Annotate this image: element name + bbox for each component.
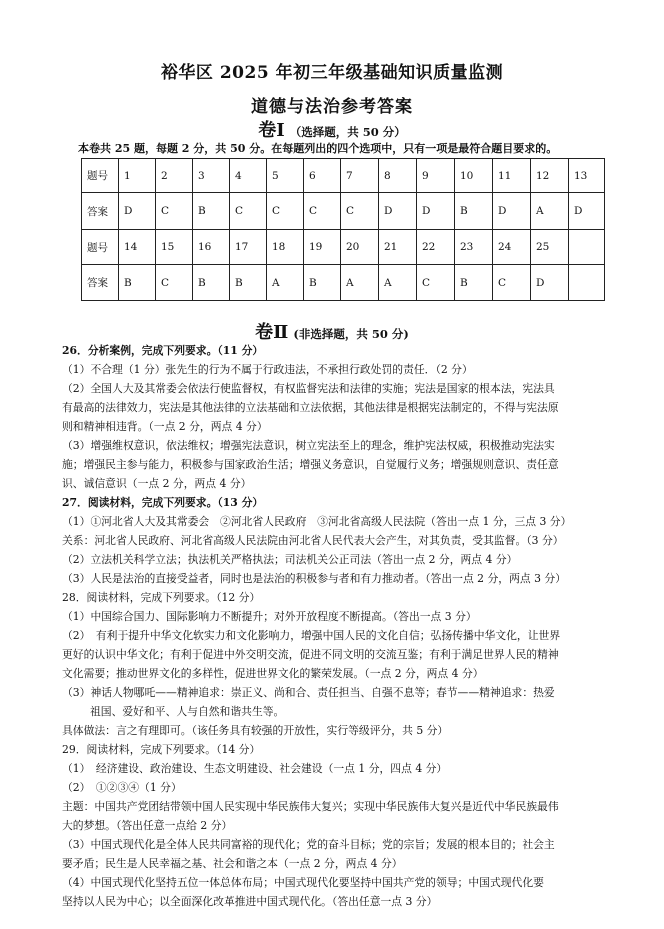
table-cell: 16 [193,230,230,265]
table-cell: D [569,193,605,230]
answer-line: 识、诚信意识（一点 2 分，两点 4 分） [62,477,252,490]
table-cell: C [156,265,193,301]
answer-line: 则和精神相违背。（一点 2 分，两点 4 分） [62,420,268,433]
question-heading: 27．阅读材料，完成下列要求。（13 分） [62,496,264,509]
table-cell: 8 [379,159,417,193]
answer-line: （1）①河北省人大及其常委会 ②河北省人民政府 ③河北省高级人民法院（答出一点 1 分，三点 3 分） [62,515,572,528]
table-cell: C [267,193,304,230]
subject-title: 道德与法治参考答案 [251,97,413,117]
table-cell: B [230,265,267,301]
table-cell: 24 [493,230,531,265]
table-cell: 2 [156,159,193,193]
exam-title: 裕华区 2025 年初三年级基础知识质量监测 [160,63,504,83]
table-cell: D [493,193,531,230]
table-row-number-2 [82,230,605,265]
answer-line: （2）立法机关科学立法；执法机关严格执法；司法机关公正司法（答出一点 2 分，两点 4 分） [62,553,518,566]
table-cell [569,230,605,265]
answer-line: （4）中国式现代化坚持五位一体总体布局；中国式现代化要坚持中国共产党的领导；中国式现代化要 [62,876,544,889]
section2-label: 卷Ⅱ [255,322,289,343]
answer-line: （1）不合理（1 分）张先生的行为不属于行政违法，不承担行政处罚的责任．（2 分） [62,363,473,376]
answer-line: 具体做法：言之有理即可。（该任务具有较强的开放性，实行等级评分，共 5 分） [62,724,449,737]
table-cell: C [341,193,379,230]
table-cell: 6 [304,159,341,193]
table-cell: C [230,193,267,230]
table-cell: B [193,193,230,230]
table-cell: 20 [341,230,379,265]
section1-label: 卷Ⅰ [258,120,285,141]
answer-line: 主题：中国共产党团结带领中国人民实现中华民族伟大复兴；实现中华民族伟大复兴是近代中华民族最伟 [62,800,559,813]
answer-line: （2） 有利于提升中华文化软实力和文化影响力，增强中国人民的文化自信；弘扬传播中华文化，让世界 [62,629,561,642]
section2-sub: (非选择题，共 50 分) [293,327,409,341]
table-row-number-1 [82,159,605,193]
table-cell: 19 [304,230,341,265]
table-cell: D [379,193,417,230]
answer-line: （2）全国人大及其常委会依法行使监督权，有权监督宪法和法律的实施；宪法是国家的根本法，宪法具 [62,382,555,395]
answer-line: 更好的认识中华文化；有利于促进中外交明交流，促进不同文明的交流互鉴；有利于满足世界人民的精神 [62,648,559,661]
table-cell: B [193,265,230,301]
table-cell: 10 [455,159,493,193]
question-heading: 29．阅读材料，完成下列要求。（14 分） [62,743,261,756]
table-cell: D [531,265,569,301]
answer-line: 祖国、爱好和平、人与自然和谐共生等。 [90,705,285,718]
table-cell: C [493,265,531,301]
answer-line: （3）增强维权意识，依法维权；增强宪法意识，树立宪法至上的理念，维护宪法权威，积极推动宪法实 [62,439,555,452]
table-cell: 22 [417,230,455,265]
table-cell: 题号 [82,159,119,193]
answer-line: （3）中国式现代化是全体人民共同富裕的现代化；党的奋斗目标；党的宗旨；发展的根本目的；社会主 [62,838,555,851]
table-cell: 12 [531,159,569,193]
table-cell: 4 [230,159,267,193]
table-cell: 答案 [82,265,119,301]
table-cell: 14 [119,230,156,265]
question-heading: 28．阅读材料，完成下列要求。（12 分） [62,591,261,604]
table-cell: 1 [119,159,156,193]
table-cell: 题号 [82,230,119,265]
table-cell: A [531,193,569,230]
answer-table [81,158,605,301]
table-cell: 11 [493,159,531,193]
answer-line: 有最高的法律效力，宪法是其他法律的立法基础和立法依据，其他法律是根据宪法制定的，不得与宪法原 [62,401,559,414]
answers-body [62,341,610,911]
section1-instructions: 本卷共 25 题，每题 2 分，共 50 分。在每题列出的四个选项中，只有一项是最符合题目要求的。 [78,142,558,155]
table-cell: 13 [569,159,605,193]
table-cell: 23 [455,230,493,265]
table-cell: D [119,193,156,230]
table-row-answer-2 [82,265,605,301]
table-cell: B [304,265,341,301]
table-cell: B [455,265,493,301]
table-cell [569,265,605,301]
table-cell: C [304,193,341,230]
table-cell: A [341,265,379,301]
table-row-answer-1 [82,193,605,230]
table-cell: 7 [341,159,379,193]
table-cell: C [156,193,193,230]
table-cell: 21 [379,230,417,265]
table-cell: A [267,265,304,301]
table-cell: 17 [230,230,267,265]
table-cell: B [455,193,493,230]
answer-line: （2） ①②③④（1 分） [62,781,182,794]
answer-line: （1）中国综合国力、国际影响力不断提升；对外开放程度不断提高。（答出一点 3 分） [62,610,477,623]
answer-line: 关系：河北省人民政府、河北省高级人民法院由河北省人民代表大会产生，对其负责，受其监督。（3 分） [62,534,564,547]
answer-line: 大的梦想。（答出任意一点给 2 分） [62,819,233,832]
table-cell: 答案 [82,193,119,230]
answer-line: （1） 经济建设、政治建设、生态文明建设、社会建设（一点 1 分，四点 4 分） [62,762,448,775]
section1-sub: （选择题，共 50 分） [289,125,406,139]
answer-line: 文化需要；推动世界文化的多样性，促进世界文化的繁荣发展。（一点 2 分，两点 4 分） [62,667,484,680]
table-cell: C [417,265,455,301]
table-cell: 3 [193,159,230,193]
table-cell: 15 [156,230,193,265]
answer-line: （3）神话人物哪吒——精神追求：崇正义、尚和合、责任担当、自强不息等；春节——精神追求：热爱 [62,686,555,699]
question-heading: 26．分析案例，完成下列要求。（11 分） [62,344,264,357]
table-cell: D [417,193,455,230]
table-cell: A [379,265,417,301]
table-cell: 5 [267,159,304,193]
table-cell: B [119,265,156,301]
answer-line: 要矛盾；民生是人民幸福之基、社会和谐之本（一点 2 分，两点 4 分） [62,857,403,870]
answer-line: （3）人民是法治的直接受益者，同时也是法治的积极参与者和有力推动者。（答出一点 2 分，两点 3 分） [62,572,566,585]
answer-line: 坚持以人民为中心；以全面深化改革推进中国式现代化。（答出任意一点 3 分） [62,895,438,908]
answer-line: 施；增强民主参与能力，积极参与国家政治生活；增强义务意识，自觉履行义务；增强规则意识、责任意 [62,458,559,471]
section1-heading [0,116,664,142]
table-cell: 18 [267,230,304,265]
table-cell: 25 [531,230,569,265]
table-cell: 9 [417,159,455,193]
